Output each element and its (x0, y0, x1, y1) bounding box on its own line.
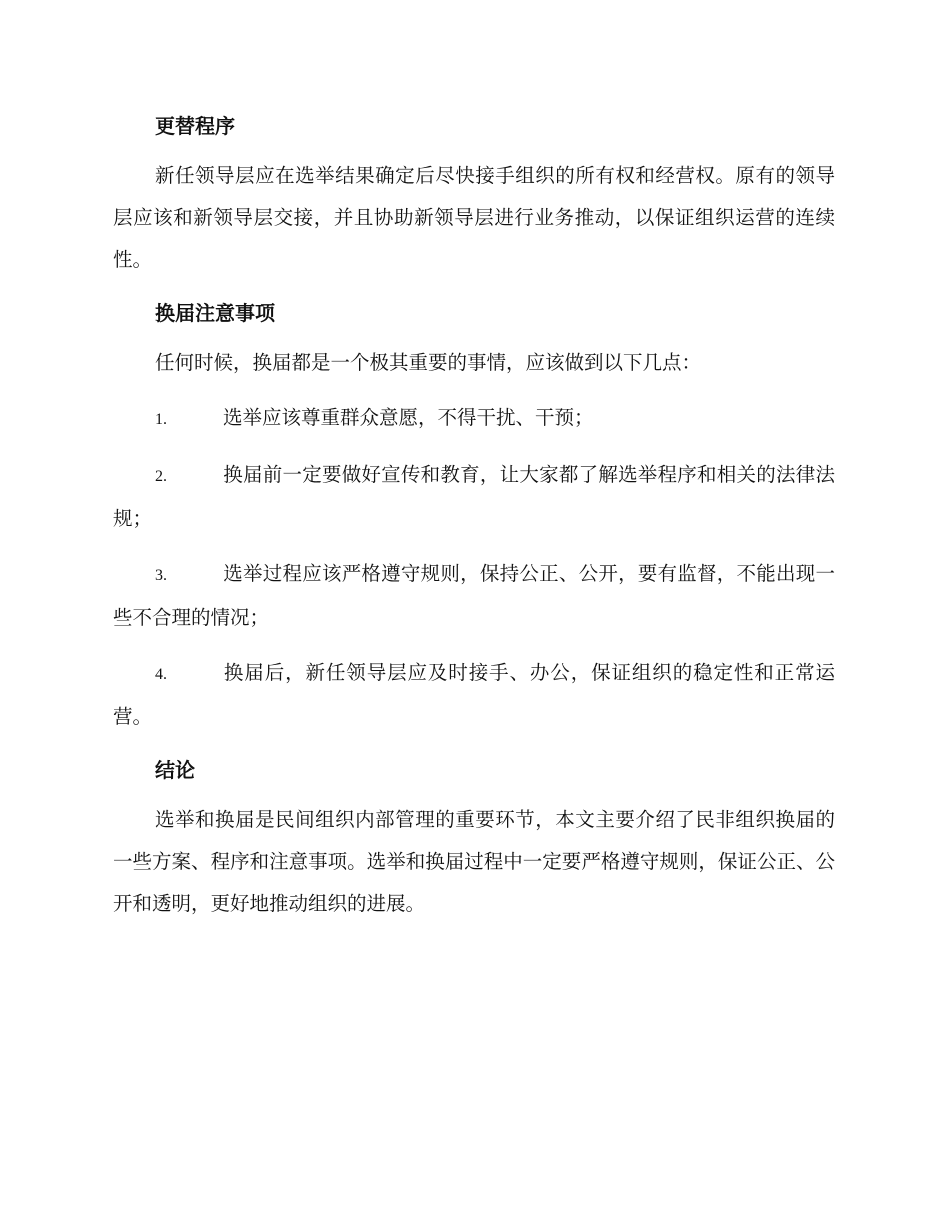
list-item (113, 454, 835, 540)
list-item (113, 553, 835, 639)
list-item-text: 换届前一定要做好宣传和教育，让大家都了解选举程序和相关的法律法规； (113, 463, 835, 530)
section-heading-conclusion: 结论 (155, 758, 195, 782)
list-item-text: 换届后，新任领导层应及时接手、办公，保证组织的稳定性和正常运营。 (113, 661, 835, 728)
paragraph-conclusion: 选举和换届是民间组织内部管理的重要环节，本文主要介绍了民非组织换届的一些方案、程序和注意事项。选举和换届过程中一定要严格遵守规则，保证公正、公开和透明，更好地推动组织的进展。 (113, 808, 835, 915)
list-item (113, 397, 835, 441)
list-item-text: 选举过程应该严格遵守规则，保持公正、公开，要有监督，不能出现一些不合理的情况； (113, 562, 835, 629)
list-item-number: 2. (155, 468, 167, 485)
document-body (113, 110, 835, 925)
list-item (113, 652, 835, 738)
list-item-number: 4. (155, 666, 167, 683)
paragraph-election-notes-intro: 任何时候，换届都是一个极其重要的事情，应该做到以下几点： (155, 351, 702, 374)
paragraph-replacement-procedure: 新任领导层应在选举结果确定后尽快接手组织的所有权和经营权。原有的领导层应该和新领导层交接，并且协助新领导层进行业务推动，以保证组织运营的连续性。 (113, 164, 835, 271)
section-heading-election-notes: 换届注意事项 (155, 301, 275, 325)
section-heading-replacement-procedure: 更替程序 (155, 114, 235, 138)
list-item-number: 3. (155, 567, 167, 584)
list-item-number: 1. (155, 411, 167, 428)
list-item-text: 选举应该尊重群众意愿，不得干扰、干预； (223, 406, 594, 429)
